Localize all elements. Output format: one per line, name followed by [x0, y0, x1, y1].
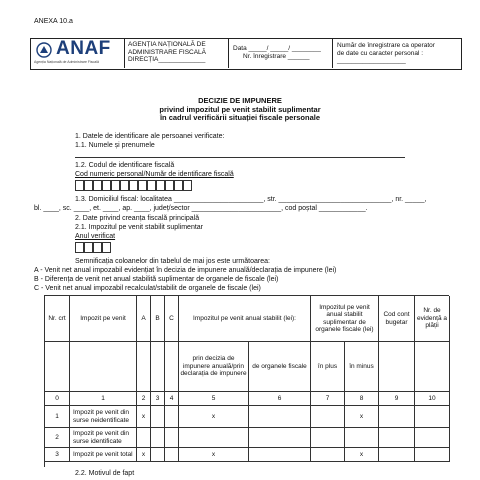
table-cell[interactable]	[151, 448, 165, 462]
header-in-plus: în plus	[311, 342, 345, 392]
table-cell[interactable]	[249, 448, 311, 462]
cnp-digit-box[interactable]	[165, 180, 174, 191]
header-impozit: Impozit pe venit	[70, 296, 137, 342]
header-divider	[332, 38, 333, 68]
col-number: 1	[70, 392, 137, 406]
registration-field: Nr. înregistrare ______	[243, 52, 310, 60]
table-cell[interactable]	[379, 448, 415, 462]
col-number: 8	[345, 392, 379, 406]
cnp-digit-box[interactable]	[84, 180, 93, 191]
cnp-digit-box[interactable]	[138, 180, 147, 191]
operator-line: de date cu caracter personal :	[337, 49, 423, 57]
empty-cell	[379, 342, 415, 392]
table-cell[interactable]	[415, 428, 450, 448]
legend-intro: Semnificația coloanelor din tabelul de mai jos este următoarea:	[75, 258, 270, 265]
impozit-label: 2.1. Impozitul pe venit stabilit suplimentar	[75, 224, 204, 231]
cod-heading: 1.2. Codul de identificare fiscală	[75, 162, 175, 169]
col-number: 7	[311, 392, 345, 406]
domiciliu-line: 1.3. Domiciliul fiscal: localitatea _______________________, str. _____________________________, nr. _____,	[75, 196, 427, 203]
year-digit-box[interactable]	[93, 242, 102, 253]
header-a: A	[137, 296, 151, 342]
operator-line: ___________________	[337, 57, 406, 64]
table-cell[interactable]	[311, 428, 345, 448]
table-cell[interactable]	[415, 448, 450, 462]
empty-cell	[165, 342, 179, 392]
cnp-digit-box[interactable]	[120, 180, 129, 191]
row-label: Impozit pe venit din surse neidentificate	[70, 406, 137, 428]
table-cell: x	[137, 406, 151, 428]
table-cell[interactable]	[379, 406, 415, 428]
header-nr-evidenta: Nr. de evidență a plății	[415, 296, 450, 342]
section1-heading: 1. Datele de identificare ale persoanei verificate:	[75, 133, 225, 140]
cnp-digit-box[interactable]	[147, 180, 156, 191]
cnp-digit-box[interactable]	[75, 180, 84, 191]
empty-cell	[151, 342, 165, 392]
name-label: 1.1. Numele și prenumele	[75, 142, 155, 149]
anul-label: Anul verificat	[75, 233, 116, 240]
col-number: 10	[415, 392, 450, 406]
document-title	[0, 97, 480, 123]
tax-table	[44, 295, 449, 467]
row-number: 1	[45, 406, 70, 428]
cnp-boxes[interactable]	[75, 180, 192, 191]
title-line: privind impozitul pe venit stabilit suplimentar	[159, 104, 321, 114]
header-divider	[228, 38, 229, 68]
name-input-line[interactable]	[75, 157, 405, 158]
table-cell: x	[179, 448, 249, 462]
table-cell[interactable]	[165, 428, 179, 448]
operator-line: Număr de înregistrare ca operator	[337, 42, 435, 49]
empty-cell	[70, 342, 137, 392]
table-cell: x	[179, 406, 249, 428]
row-number: 3	[45, 448, 70, 462]
title-line: DECIZIE DE IMPUNERE	[198, 96, 282, 105]
table-cell	[345, 428, 379, 448]
table-cell[interactable]	[151, 428, 165, 448]
table-cell[interactable]	[249, 428, 311, 448]
col-number: 5	[179, 392, 249, 406]
row-number: 2	[45, 428, 70, 448]
header-nr: Nr. crt	[45, 296, 70, 342]
logo-subtitle: Agenția Națională de Administrare Fiscală	[34, 60, 99, 64]
table-cell: x	[137, 448, 151, 462]
empty-cell	[415, 342, 450, 392]
row-label: Impozit pe venit din surse identificate	[70, 428, 137, 448]
year-digit-box[interactable]	[75, 242, 84, 253]
header-de-organele: de organele fiscale	[249, 342, 311, 392]
table-cell: x	[345, 448, 379, 462]
year-boxes[interactable]	[75, 242, 111, 253]
legend-a: A - Venit net anual impozabil evidențiat în decizia de impunere anuală/declarația de impunere (lei)	[34, 267, 337, 274]
col-number: 3	[151, 392, 165, 406]
header-in-minus: în minus	[345, 342, 379, 392]
header-divider	[124, 38, 125, 68]
cnp-digit-box[interactable]	[174, 180, 183, 191]
empty-cell	[45, 342, 70, 392]
cnp-digit-box[interactable]	[111, 180, 120, 191]
header-suplimentar: Impozitul pe venit anual stabilit suplimentar de organele fiscale (lei)	[311, 296, 379, 342]
year-digit-box[interactable]	[84, 242, 93, 253]
header-b: B	[151, 296, 165, 342]
agency-line: AGENȚIA NAȚIONALĂ DE	[128, 41, 206, 48]
cnp-digit-box[interactable]	[129, 180, 138, 191]
empty-cell	[137, 342, 151, 392]
cnp-digit-box[interactable]	[93, 180, 102, 191]
anaf-emblem-icon	[36, 42, 52, 58]
col-number: 0	[45, 392, 70, 406]
date-block	[233, 45, 329, 60]
header-cod: Cod cont bugetar	[379, 296, 415, 342]
table-cell[interactable]	[311, 448, 345, 462]
header-anual: Impozitul pe venit anual stabilit (lei):	[179, 296, 311, 342]
motivul-label: 2.2. Motivul de fapt	[75, 470, 135, 477]
legend-b: B - Diferența de venit net anual stabilită suplimentar de organele de fiscale (lei)	[34, 276, 279, 283]
agency-block	[128, 41, 226, 64]
table-cell[interactable]	[165, 448, 179, 462]
address-line: bl. ____, sc. ____, et. ____, ap. ____, județ/sector _______________________, cod poștal ____________.	[34, 205, 368, 212]
legend-c: C - Venit net anual impozabil recalculat/stabilit de organele de fiscale (lei)	[34, 285, 261, 292]
cnp-digit-box[interactable]	[102, 180, 111, 191]
row-label: Impozit pe venit total	[70, 448, 137, 462]
table-cell[interactable]	[415, 406, 450, 428]
agency-line: ADMINISTRARE FISCALĂ	[128, 48, 207, 56]
table-cell[interactable]	[151, 406, 165, 428]
cod-label: Cod numeric personal/Număr de identificare fiscală	[75, 171, 234, 178]
cnp-digit-box[interactable]	[183, 180, 192, 191]
col-number: 2	[137, 392, 151, 406]
operator-block	[337, 42, 459, 65]
table-cell	[137, 428, 151, 448]
header-c: C	[165, 296, 179, 342]
table-cell[interactable]	[165, 406, 179, 428]
anaf-logo	[30, 38, 118, 66]
col-number: 4	[165, 392, 179, 406]
section2-heading: 2. Date privind creanța fiscală principală	[75, 215, 200, 222]
logo-text: ANAF	[56, 38, 111, 59]
table-cell	[179, 428, 249, 448]
col-number: 9	[379, 392, 415, 406]
table-cell: x	[345, 406, 379, 428]
col-number: 6	[249, 392, 311, 406]
header-prin-decizie: prin decizia de impunere anuală/prin declarația de impunere	[179, 342, 249, 392]
table-cell[interactable]	[311, 406, 345, 428]
date-field: Data _____/ _____/ ________	[233, 45, 321, 52]
annex-label: ANEXA 10.a	[34, 18, 73, 25]
title-line: în cadrul verificării situației fiscale personale	[159, 113, 321, 122]
year-digit-box[interactable]	[102, 242, 111, 253]
table-cell[interactable]	[249, 406, 311, 428]
cnp-digit-box[interactable]	[156, 180, 165, 191]
table-cell[interactable]	[379, 428, 415, 448]
agency-line: DIRECȚIA_____________	[128, 56, 206, 63]
